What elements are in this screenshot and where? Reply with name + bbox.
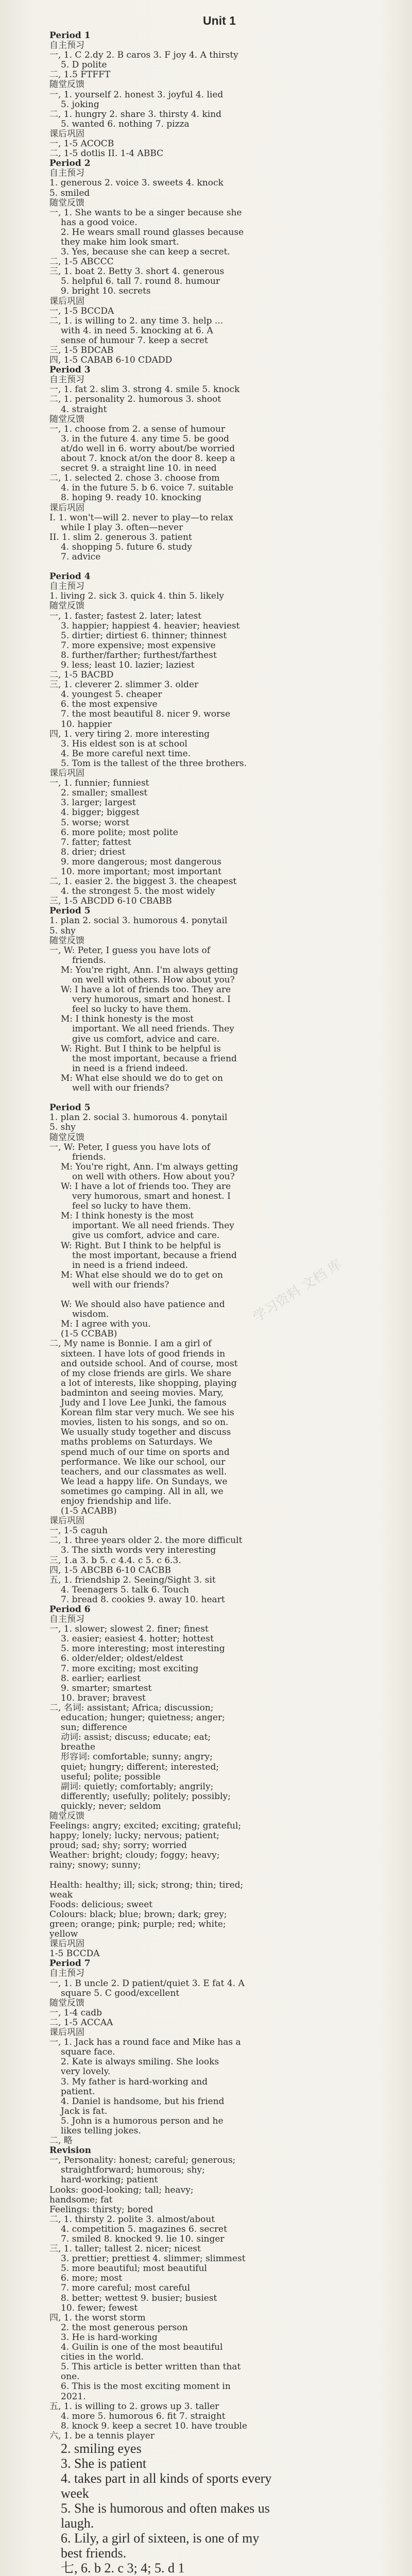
answer-line: 1. living 2. sick 3. quick 4. thin 5. likely xyxy=(49,591,224,602)
answer-line: 课后巩固 xyxy=(49,769,84,779)
answer-line: 4. in the future 5. b 6. voice 7. suitable xyxy=(61,483,234,494)
answer-line: 3. His eldest son is at school xyxy=(61,739,187,749)
answer-line: friends. xyxy=(72,1152,106,1162)
answer-line: 6. Lily, a girl of sixteen, is one of my xyxy=(61,2530,260,2546)
answer-line: 10. braver; bravest xyxy=(61,1693,146,1703)
answer-line: 自主预习 xyxy=(49,582,84,592)
answer-line: has a good voice. xyxy=(61,217,138,228)
answer-line: We usually study together and discuss xyxy=(61,1428,231,1438)
answer-line: 2. the most generous person xyxy=(61,2323,188,2333)
answer-line: sense of humour 7. keep a secret xyxy=(61,335,208,346)
answer-line: the most important, because a friend xyxy=(72,1250,237,1261)
answer-line: 1. generous 2. voice 3. sweets 4. knock xyxy=(49,178,224,189)
section-heading: Revision xyxy=(49,2146,92,2156)
answer-line: M: You're right, Ann. I'm always getting xyxy=(61,965,238,975)
answer-line: 1-5 BCCDA xyxy=(49,1949,100,1959)
answer-line: 二, 1-5 ABCCC xyxy=(49,257,114,267)
answer-line: 8. drier; driest xyxy=(61,847,126,857)
answer-line: 5. more interesting; most interesting xyxy=(61,1644,225,1654)
answer-line: 三, 1-5 ABCDD 6-10 CBABB xyxy=(49,896,172,907)
answer-line: 二, 1. easier 2. the biggest 3. the cheapest xyxy=(49,877,237,887)
answer-line: 2. Kate is always smiling. She looks xyxy=(61,2057,219,2067)
answer-line: spend much of our time on sports and xyxy=(61,1447,230,1458)
answer-line: 7. smiled 8. knocked 9. lie 10. singer xyxy=(61,2234,225,2244)
answer-line: sometimes go camping. All in all, we xyxy=(61,1486,224,1497)
answer-line: 课后巩固 xyxy=(49,503,84,513)
answer-line: laugh. xyxy=(61,2515,94,2531)
answer-line: 一, 1. fat 2. slim 3. strong 4. smile 5. knock xyxy=(49,385,240,395)
answer-line: sun; difference xyxy=(61,1723,127,1733)
answer-line: 随堂反馈 xyxy=(49,198,84,208)
answer-line: happy; lonely; lucky; nervous; patient; xyxy=(49,1831,220,1841)
answer-line: I. 1. won't—will 2. never to play—to relax xyxy=(49,513,233,523)
answer-line: M: You're right, Ann. I'm always getting xyxy=(61,1162,238,1172)
section-heading: Period 4 xyxy=(49,572,91,582)
answer-line: about 7. knock at/on the door 8. keep a xyxy=(61,454,235,464)
answer-line: 4. competition 5. magazines 6. secret xyxy=(61,2224,227,2234)
answer-line: of my close friends are girls. We share xyxy=(61,1368,232,1379)
answer-line: secret 9. a straight line 10. in need xyxy=(61,464,217,474)
answer-line: 8. further/farther; furthest/farthest xyxy=(61,650,217,660)
answer-line: useful; polite; possible xyxy=(61,1772,161,1782)
answer-line: 5. shy xyxy=(49,926,76,936)
answer-line: sixteen. I have lots of good friends in xyxy=(61,1349,226,1359)
answer-line: green; orange; pink; purple; red; white; xyxy=(49,1920,226,1929)
answer-line: 4. Teenagers 5. talk 6. Touch xyxy=(61,1585,190,1595)
answer-line: 二, 1. selected 2. chose 3. choose from xyxy=(49,473,220,484)
answer-line: 课后巩固 xyxy=(49,2028,84,2038)
answer-line: Korean film star very much. We see his xyxy=(61,1408,234,1418)
answer-line: 副词: quietly; comfortably; angrily; xyxy=(61,1782,214,1792)
answer-line: quiet; hungry; different; interested; xyxy=(61,1762,219,1772)
answer-line: enjoy friendship and life. xyxy=(61,1496,171,1506)
answer-line: performance. We like our school, our xyxy=(61,1457,226,1467)
answer-line: 课后巩固 xyxy=(49,1939,84,1950)
answer-line: M: I think honesty is the most xyxy=(61,1211,194,1222)
answer-line: 二, 略 xyxy=(49,2136,73,2146)
answer-line: maths problems on Saturdays. We xyxy=(61,1437,213,1448)
answer-line: Weather: bright; cloudy; foggy; heavy; xyxy=(49,1851,220,1861)
answer-line: 三, 1. taller; tallest 2. nicer; nicest xyxy=(49,2244,201,2255)
answer-line: 一, 1-5 caguh xyxy=(49,1526,108,1536)
answer-lines xyxy=(49,31,389,2575)
answer-line xyxy=(49,1871,389,1880)
answer-line: 六, 1. be a tennis player xyxy=(49,2431,154,2441)
answer-line: 一, W: Peter, I guess you have lots of xyxy=(49,1142,210,1153)
answer-line: breathe xyxy=(61,1742,96,1753)
answer-document xyxy=(49,10,389,2575)
answer-line: (1-5 CCBAB) xyxy=(61,1329,117,1340)
answer-line: 二, My name is Bonnie. I am a girl of xyxy=(49,1339,212,1349)
answer-line: proud; sad; shy; sorry; worried xyxy=(49,1841,187,1851)
answer-line: M: I agree with you. xyxy=(61,1319,151,1330)
answer-line: 5. smiled xyxy=(49,188,90,198)
answer-line: 一, 1. faster; fastest 2. later; latest xyxy=(49,611,202,621)
answer-line: II. 1. slim 2. generous 3. patient xyxy=(49,532,192,543)
answer-line: while I play 3. often—never xyxy=(61,522,183,533)
answer-line: 随堂反馈 xyxy=(49,936,84,946)
answer-line: 二, 1-5 BACBD xyxy=(49,670,114,681)
answer-line: yellow xyxy=(49,1929,78,1940)
answer-line: 随堂反馈 xyxy=(49,601,84,612)
answer-line: hard-working; patient xyxy=(61,2175,158,2185)
answer-line: in need is a friend indeed. xyxy=(72,1063,188,1074)
answer-line: on well with others. How about you? xyxy=(72,975,235,985)
answer-line: well with our friends? xyxy=(72,1083,169,1094)
answer-line: give us comfort, advice and care. xyxy=(72,1034,220,1044)
answer-line: 3. prettier; prettiest 4. slimmer; slimmest xyxy=(61,2254,246,2264)
answer-line: 8. hoping 9. ready 10. knocking xyxy=(61,493,202,503)
answer-line: teachers, and our classmates as well. xyxy=(61,1467,227,1477)
answer-line: Judy and I love Lee Junki, the famous xyxy=(61,1398,227,1409)
answer-line: 5. She is humorous and often makes us xyxy=(61,2500,270,2516)
answer-line: weak xyxy=(49,1890,73,1900)
answer-line: 3. larger; largest xyxy=(61,798,136,808)
answer-line: 一, 1. B uncle 2. D patient/quiet 3. E fat 4. A xyxy=(49,1978,245,1989)
answer-line: 8. knock 9. keep a secret 10. have trouble xyxy=(61,2421,248,2431)
answer-line: 9. less; least 10. lazier; laziest xyxy=(61,660,195,670)
answer-line: 三, 1. boat 2. Betty 3. short 4. generous xyxy=(49,267,225,277)
answer-line: 6. more; most xyxy=(61,2274,123,2284)
answer-line: 随堂反馈 xyxy=(49,1998,84,2008)
answer-line: 一, 1. slower; slowest 2. finer; finest xyxy=(49,1624,209,1635)
answer-line: 二, 1. is willing to 2. any time 3. help ... xyxy=(49,316,224,326)
answer-line: 2. He wears small round glasses because xyxy=(61,227,244,238)
answer-line: 四, 1-5 CABAB 6-10 CDADD xyxy=(49,355,173,366)
answer-line: 二, 1. hungry 2. share 3. thirsty 4. kind xyxy=(49,109,222,120)
answer-line: 4. bigger; biggest xyxy=(61,808,140,818)
answer-line: one. xyxy=(61,2372,80,2382)
answer-line: 自主预习 xyxy=(49,1969,84,1979)
answer-line: well with our friends? xyxy=(72,1280,169,1290)
answer-line: rainy; snowy; sunny; xyxy=(49,1860,141,1871)
answer-line: 10. more important; most important xyxy=(61,867,221,877)
answer-line: friends. xyxy=(72,955,106,965)
watermark: 学习资料 文档 库 xyxy=(250,1256,345,1326)
answer-line: 四, 1. very tiring 2. more interesting xyxy=(49,729,210,739)
answer-line: 5. more beautiful; most beautiful xyxy=(61,2264,207,2274)
answer-line: We lead a happy life. On Sundays, we xyxy=(61,1477,228,1487)
document-title: Unit 1 xyxy=(203,14,236,27)
answer-line: 4. Daniel is handsome, but his friend xyxy=(61,2096,225,2107)
answer-line: 4. youngest 5. cheaper xyxy=(61,690,162,700)
answer-line: 10. fewer; fewest xyxy=(61,2303,138,2313)
answer-line: a lot of interests, like shopping, playing xyxy=(61,1378,237,1388)
answer-line: 7. advice xyxy=(61,552,101,562)
answer-line: 自主预习 xyxy=(49,375,84,385)
answer-line: Jack is fat. xyxy=(61,2106,108,2116)
answer-line: 6. the most expensive xyxy=(61,700,158,710)
answer-line: W: Right. But I think to be helpful is xyxy=(61,1241,221,1251)
section-heading: Period 1 xyxy=(49,31,91,41)
answer-line: 二, 1. personality 2. humorous 3. shoot xyxy=(49,395,221,405)
answer-line: M: I think honesty is the most xyxy=(61,1014,194,1025)
answer-line: 4. the strongest 5. the most widely xyxy=(61,887,215,897)
answer-line: 形容词: comfortable; sunny; angry; xyxy=(61,1752,213,1762)
answer-line: 7. more careful; most careful xyxy=(61,2283,191,2294)
answer-line: 8. better; wettest 9. busier; busiest xyxy=(61,2293,217,2303)
answer-line: 一, 1. funnier; funniest xyxy=(49,778,149,789)
answer-line: give us comfort, advice and care. xyxy=(72,1231,220,1241)
answer-line: 3. Yes, because she can keep a secret. xyxy=(61,247,230,258)
answer-line: very humorous, smart and honest. I xyxy=(72,1192,231,1202)
answer-line: feel so lucky to have them. xyxy=(72,1201,191,1212)
answer-line: on well with others. How about you? xyxy=(72,1172,235,1182)
answer-line: 四, 1. the worst storm xyxy=(49,2313,146,2323)
answer-line: 一, 1. C 2.dy 2. B caros 3. F joy 4. A thirsty xyxy=(49,50,238,61)
section-heading: Period 5 xyxy=(49,1103,91,1113)
answer-line: 一, 1-5 BCCDA xyxy=(49,306,114,316)
answer-line: best friends. xyxy=(61,2545,127,2561)
answer-line: in need is a friend indeed. xyxy=(72,1260,188,1270)
answer-line: 随堂反馈 xyxy=(49,80,84,90)
answer-line: W: I have a lot of friends too. They are xyxy=(61,985,231,995)
answer-line: 五, 1. friendship 2. Seeing/Sight 3. sit xyxy=(49,1575,216,1585)
answer-line: 二, 1. three years older 2. the more difficult xyxy=(49,1536,243,1546)
section-heading: Period 5 xyxy=(49,906,91,917)
answer-line: 5. joking xyxy=(61,99,99,110)
answer-line: 5. This article is better written than that xyxy=(61,2362,241,2372)
answer-line: very lovely. xyxy=(61,2067,111,2077)
answer-line xyxy=(49,1290,389,1300)
answer-line: 4. more 5. humorous 6. fit 7. straight xyxy=(61,2411,226,2421)
answer-line: 课后巩固 xyxy=(49,1516,84,1527)
answer-line xyxy=(49,562,389,572)
answer-line: 5. helpful 6. tall 7. round 8. humour xyxy=(61,277,220,287)
answer-line: important. We all need friends. They xyxy=(72,1221,234,1231)
answer-line: 9. smarter; smartest xyxy=(61,1683,152,1693)
answer-line: W: We should also have patience and xyxy=(61,1300,225,1310)
answer-line: 4. shopping 5. future 6. study xyxy=(61,542,192,552)
answer-line: the most important, because a friend xyxy=(72,1054,237,1064)
answer-line: M: What else should we do to get on xyxy=(61,1270,223,1280)
answer-line: 5. worse; worst xyxy=(61,818,129,828)
answer-line: quickly; never; seldom xyxy=(61,1801,161,1811)
answer-line: 3. The sixth words very interesting xyxy=(61,1546,216,1556)
answer-line: 7. more expensive; most expensive xyxy=(61,640,216,651)
answer-line: 5. dirtier; dirtiest 6. thinner; thinnest xyxy=(61,631,227,641)
section-heading: Period 2 xyxy=(49,159,91,169)
answer-line: feel so lucky to have them. xyxy=(72,1005,191,1015)
answer-line: square 5. C good/excellent xyxy=(61,1988,180,1998)
answer-line: 5. shy xyxy=(49,1123,76,1133)
answer-line: cities in the world. xyxy=(61,2352,144,2363)
answer-line: Feelings: angry; excited; exciting; grateful; xyxy=(49,1821,242,1832)
answer-line: 三, 1. cleverer 2. slimmer 3. older xyxy=(49,680,199,690)
answer-line: and outside school. And of course, most xyxy=(61,1359,238,1369)
answer-line: 二, 1-5 ACCAA xyxy=(49,2018,113,2028)
answer-line: with 4. in need 5. knocking at 6. A xyxy=(61,326,213,336)
answer-line: very humorous, smart and honest. I xyxy=(72,995,231,1005)
answer-line: they make him look smart. xyxy=(61,237,179,247)
answer-line: 6. This is the most exciting moment in xyxy=(61,2382,231,2392)
answer-line: 8. earlier; earliest xyxy=(61,1673,141,1684)
answer-line: M: What else should we do to get on xyxy=(61,1073,223,1083)
answer-line: 6. more polite; most polite xyxy=(61,827,178,838)
answer-line: 随堂反馈 xyxy=(49,414,84,425)
answer-line: 一, 1. choose from 2. a sense of humour xyxy=(49,424,226,434)
answer-line: 5. Tom is the tallest of the three brothers. xyxy=(61,758,247,769)
answer-line: W: Right. But I think to be helpful is xyxy=(61,1044,221,1054)
answer-line: 一, W: Peter, I guess you have lots of xyxy=(49,945,210,956)
answer-line: 课后巩固 xyxy=(49,129,84,139)
answer-line: 3. easier; easiest 4. hotter; hottest xyxy=(61,1634,214,1645)
answer-line: square face. xyxy=(61,2047,115,2058)
answer-line: Feelings: thirsty; bored xyxy=(49,2205,153,2215)
answer-line: 1. plan 2. social 3. humorous 4. ponytail xyxy=(49,1113,228,1123)
answer-line: 2021. xyxy=(61,2392,86,2402)
answer-line: 3. in the future 4. any time 5. be good xyxy=(61,434,230,444)
answer-line: 五, 1. is willing to 2. grows up 3. taller xyxy=(49,2401,219,2412)
answer-line: 10. happier xyxy=(61,719,112,730)
answer-line: patient. xyxy=(61,2087,95,2097)
answer-line: 一, 1. Jack has a round face and Mike has a xyxy=(49,2038,241,2048)
answer-line: 一, Personality: honest; careful; generous; xyxy=(49,2156,236,2166)
answer-line: education; hunger; quietness; anger; xyxy=(61,1713,225,1723)
answer-line: 七, 6. b 2. c 3; 4; 5. d 1 xyxy=(61,2560,185,2575)
answer-line: at/do well in 6. worry about/be worried xyxy=(61,444,235,454)
answer-line: 4. Be more careful next time. xyxy=(61,749,191,759)
answer-line: 7. more exciting; most exciting xyxy=(61,1664,199,1674)
answer-line: 9. more dangerous; most dangerous xyxy=(61,857,221,867)
answer-line: 随堂反馈 xyxy=(49,1132,84,1143)
answer-line: movies, listen to his songs, and so on. xyxy=(61,1418,229,1428)
answer-line: 二, 1-5 dotlis II. 1-4 ABBC xyxy=(49,149,164,159)
answer-line: 自主预习 xyxy=(49,41,84,51)
answer-line: 6. older/elder; oldest/eldest xyxy=(61,1654,183,1664)
answer-line: 三, 1.a 3. b 5. c 4.4. c 5. c 6.3. xyxy=(49,1555,181,1566)
answer-line: 4. straight xyxy=(61,404,107,415)
answer-line: 二, 1.5 FTFFT xyxy=(49,70,111,80)
answer-line: 三, 1-5 BDCAB xyxy=(49,346,114,355)
answer-line: 一, 1. yourself 2. honest 3. joyful 4. lied xyxy=(49,90,224,100)
answer-line: 一, 1. She wants to be a singer because she xyxy=(49,208,242,218)
answer-line: straightforward; humorous; shy; xyxy=(61,2165,205,2176)
answer-line: 随堂反馈 xyxy=(49,1811,84,1821)
answer-line: Looks: good-looking; tall; heavy; xyxy=(49,2185,194,2195)
answer-line: 3. happier; happiest 4. heavier; heaviest xyxy=(61,621,240,631)
section-heading: Period 3 xyxy=(49,365,91,376)
answer-line: 1. plan 2. social 3. humorous 4. ponytail xyxy=(49,916,228,926)
answer-line: Colours: black; blue; brown; dark; grey; xyxy=(49,1909,227,1920)
answer-line: 2. smaller; smallest xyxy=(61,788,148,799)
answer-line: 四, 1-5 ABCBB 6-10 CACBB xyxy=(49,1565,171,1575)
answer-line: likes telling jokes. xyxy=(61,2126,141,2136)
answer-line: 5. D polite xyxy=(61,60,107,71)
answer-line: 7. fatter; fattest xyxy=(61,837,131,848)
section-heading: Period 6 xyxy=(49,1605,91,1615)
answer-line: handsome; fat xyxy=(49,2195,113,2205)
answer-line: 3. She is patient xyxy=(61,2455,147,2471)
answer-line: differently; usefully; politely; possibly; xyxy=(61,1791,231,1802)
answer-line: Health: healthy; ill; sick; strong; thin; tired; xyxy=(49,1880,244,1890)
answer-line: 二, 名词: assistant; Africa; discussion; xyxy=(49,1703,214,1713)
answer-line: 5. wanted 6. nothing 7. pizza xyxy=(61,119,190,129)
answer-line: 9. bright 10. secrets xyxy=(61,286,151,297)
answer-line: important. We all need friends. They xyxy=(72,1024,234,1035)
answer-line: week xyxy=(61,2485,89,2501)
answer-line: 5. John is a humorous person and he xyxy=(61,2116,224,2126)
answer-line: 自主预习 xyxy=(49,168,84,179)
answer-line: 4. takes part in all kinds of sports every xyxy=(61,2470,272,2486)
answer-line: wisdom. xyxy=(72,1310,109,1320)
answer-line: 一, 1-5 ACOCB xyxy=(49,139,114,149)
answer-line: 动词: assist; discuss; educate; eat; xyxy=(61,1733,211,1743)
answer-line: 3. My father is hard-working and xyxy=(61,2077,208,2087)
answer-line: W: I have a lot of friends too. They are xyxy=(61,1181,231,1192)
section-heading: Period 7 xyxy=(49,1959,91,1969)
answer-line: 课后巩固 xyxy=(49,296,84,307)
answer-line: (1-5 ACABB) xyxy=(61,1506,117,1517)
answer-line: 一, 1-4 cadb xyxy=(49,2008,102,2018)
answer-line: 7. the most beautiful 8. nicer 9. worse xyxy=(61,709,231,720)
answer-line: 4. Guilin is one of the most beautiful xyxy=(61,2343,223,2353)
answer-line: 3. He is hard-working xyxy=(61,2332,158,2343)
answer-line: Foods: delicious; sweet xyxy=(49,1900,153,1910)
answer-line: 二, 1. thirsty 2. polite 3. almost/about xyxy=(49,2214,215,2225)
answer-line: badminton and seeing movies. Mary, xyxy=(61,1388,224,1398)
answer-line: 2. smiling eyes xyxy=(61,2441,142,2456)
answer-line: 7. bread 8. cookies 9. away 10. heart xyxy=(61,1595,225,1605)
answer-line xyxy=(49,1093,389,1103)
answer-line: 自主预习 xyxy=(49,1615,84,1625)
